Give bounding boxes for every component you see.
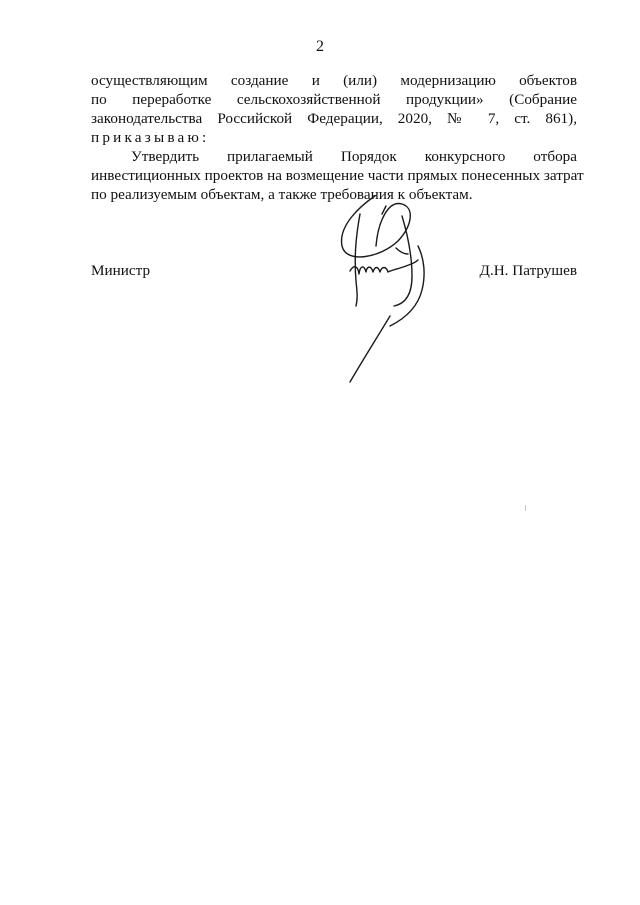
handwritten-signature-icon bbox=[320, 186, 470, 386]
signatory-name: Д.Н. Патрушев bbox=[479, 262, 577, 279]
text-line: осуществляющим создание и (или) модернизацию объектов bbox=[91, 72, 577, 89]
text-line: по переработке сельскохозяйственной продукции» (Собрание bbox=[91, 91, 577, 108]
text-line-last: по реализуемым объектам, а также требования к объектам. bbox=[91, 186, 473, 203]
order-word: приказываю: bbox=[91, 129, 210, 146]
scan-speck bbox=[525, 505, 526, 511]
text-line: законодательства Российской Федерации, 2020, № 7, ст. 861), bbox=[91, 110, 577, 127]
text-line: инвестиционных проектов на возмещение части прямых понесенных затрат bbox=[91, 167, 584, 184]
signatory-title: Министр bbox=[91, 262, 151, 279]
page-number: 2 bbox=[316, 38, 324, 55]
text-line: Утвердить прилагаемый Порядок конкурсного отбора bbox=[131, 148, 577, 165]
paragraph-legal-reference bbox=[91, 71, 577, 147]
